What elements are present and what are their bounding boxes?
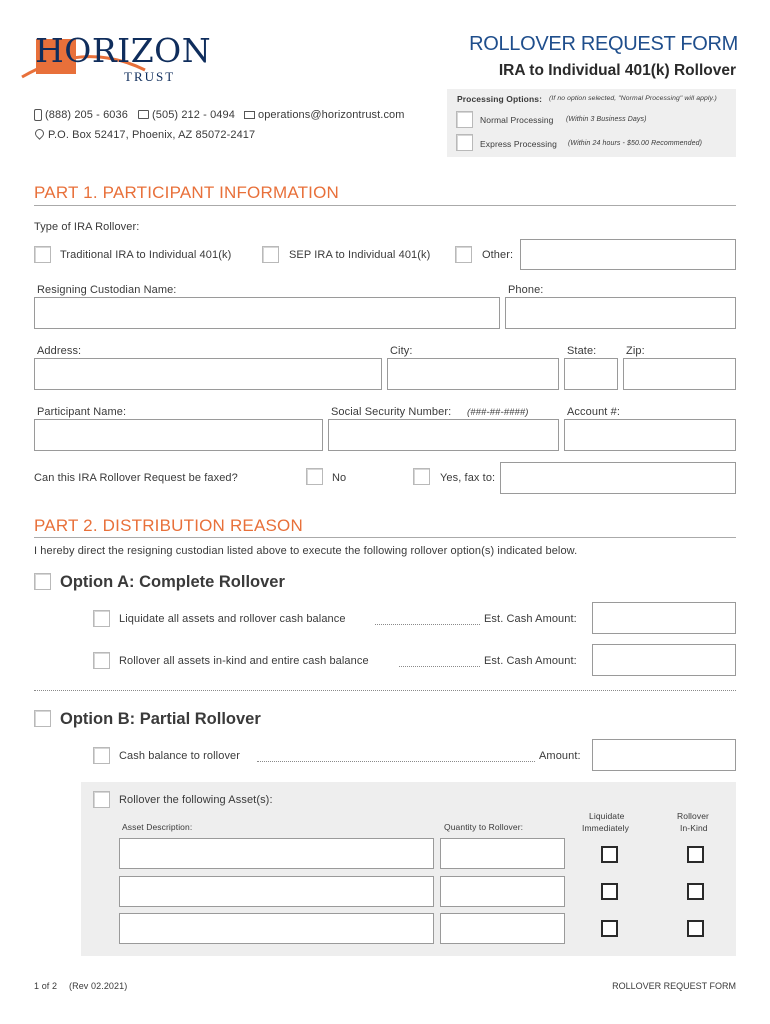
custodian-name-label: Resigning Custodian Name: bbox=[37, 284, 177, 296]
dot-leader bbox=[375, 624, 480, 625]
fax-yes-checkbox[interactable] bbox=[413, 468, 430, 485]
contact-address: P.O. Box 52417, Phoenix, AZ 85072-2417 bbox=[48, 129, 256, 141]
quantity-header: Quantity to Rollover: bbox=[444, 822, 524, 832]
option-a-checkbox[interactable] bbox=[34, 573, 51, 590]
est-cash-amount-input-2[interactable] bbox=[592, 644, 736, 676]
est-cash-amount-label: Est. Cash Amount: bbox=[484, 655, 577, 667]
ssn-input[interactable] bbox=[328, 419, 559, 451]
footer-page-number: 1 of 2 bbox=[34, 981, 58, 991]
sep-ira-checkbox[interactable] bbox=[262, 246, 279, 263]
account-label: Account #: bbox=[567, 406, 620, 418]
state-input[interactable] bbox=[564, 358, 618, 390]
other-checkbox[interactable] bbox=[455, 246, 472, 263]
liquidate-checkbox-3[interactable] bbox=[601, 920, 618, 937]
contact-phone: (888) 205 - 6036 bbox=[45, 109, 128, 121]
custodian-name-input[interactable] bbox=[34, 297, 500, 329]
phone-icon bbox=[34, 109, 42, 121]
cash-balance-label: Cash balance to rollover bbox=[119, 750, 241, 762]
cash-balance-checkbox[interactable] bbox=[93, 747, 110, 764]
est-cash-amount-input-1[interactable] bbox=[592, 602, 736, 634]
quantity-input-3[interactable] bbox=[440, 913, 565, 944]
logo-subtext: TRUST bbox=[124, 69, 176, 84]
fax-number-input[interactable] bbox=[500, 462, 736, 494]
phone-label: Phone: bbox=[508, 284, 544, 296]
traditional-ira-checkbox[interactable] bbox=[34, 246, 51, 263]
participant-name-label: Participant Name: bbox=[37, 406, 127, 418]
part2-intro: I hereby direct the resigning custodian listed above to execute the following rollover option(s) indicated below. bbox=[34, 545, 578, 557]
ira-type-label: Type of IRA Rollover: bbox=[34, 221, 140, 233]
footer-form-name: ROLLOVER REQUEST FORM bbox=[612, 981, 736, 991]
city-input[interactable] bbox=[387, 358, 559, 390]
email-icon bbox=[244, 111, 255, 119]
footer-revision: (Rev 02.2021) bbox=[69, 981, 128, 991]
express-processing-label: Express Processing bbox=[480, 139, 557, 149]
option-b-checkbox[interactable] bbox=[34, 710, 51, 727]
rollover-inkind-label: Rollover all assets in-kind and entire cash balance bbox=[119, 655, 369, 667]
inkind-checkbox-2[interactable] bbox=[687, 883, 704, 900]
fax-no-checkbox[interactable] bbox=[306, 468, 323, 485]
location-pin-icon bbox=[33, 127, 46, 140]
asset-description-header: Asset Description: bbox=[122, 822, 193, 832]
inkind-checkbox-1[interactable] bbox=[687, 846, 704, 863]
rollover-assets-checkbox[interactable] bbox=[93, 791, 110, 808]
quantity-input-1[interactable] bbox=[440, 838, 565, 869]
part2-title: PART 2. DISTRIBUTION REASON bbox=[34, 516, 303, 535]
fax-icon bbox=[138, 110, 149, 119]
other-input[interactable] bbox=[520, 239, 736, 270]
phone-input[interactable] bbox=[505, 297, 736, 329]
contact-fax: (505) 212 - 0494 bbox=[152, 109, 235, 121]
state-label: State: bbox=[567, 345, 597, 357]
address-label: Address: bbox=[37, 345, 82, 357]
liquidate-checkbox-2[interactable] bbox=[601, 883, 618, 900]
dot-leader bbox=[399, 666, 480, 667]
est-cash-amount-label: Est. Cash Amount: bbox=[484, 613, 577, 625]
zip-label: Zip: bbox=[626, 345, 645, 357]
liquidate-header-2: Immediately bbox=[582, 823, 629, 833]
asset-description-input-3[interactable] bbox=[119, 913, 434, 944]
ssn-hint: (###-##-####) bbox=[467, 407, 529, 418]
amount-input[interactable] bbox=[592, 739, 736, 771]
zip-input[interactable] bbox=[623, 358, 736, 390]
asset-description-input-2[interactable] bbox=[119, 876, 434, 907]
account-input[interactable] bbox=[564, 419, 736, 451]
part1-divider bbox=[34, 205, 736, 206]
fax-yes-label: Yes, fax to: bbox=[440, 472, 496, 484]
express-processing-checkbox[interactable] bbox=[456, 134, 473, 151]
ssn-label: Social Security Number: bbox=[331, 406, 452, 418]
liquidate-all-label: Liquidate all assets and rollover cash balance bbox=[119, 613, 346, 625]
contact-email: operations@horizontrust.com bbox=[258, 109, 405, 121]
part1-title: PART 1. PARTICIPANT INFORMATION bbox=[34, 183, 340, 202]
address-input[interactable] bbox=[34, 358, 382, 390]
participant-name-input[interactable] bbox=[34, 419, 323, 451]
normal-processing-label: Normal Processing bbox=[480, 115, 554, 125]
form-title: ROLLOVER REQUEST FORM bbox=[469, 33, 738, 55]
processing-options-label: Processing Options: bbox=[457, 94, 543, 104]
normal-processing-checkbox[interactable] bbox=[456, 111, 473, 128]
inkind-checkbox-3[interactable] bbox=[687, 920, 704, 937]
asset-description-input-1[interactable] bbox=[119, 838, 434, 869]
option-separator bbox=[34, 690, 736, 691]
rollover-assets-label: Rollover the following Asset(s): bbox=[119, 794, 273, 806]
normal-processing-note: (Within 3 Business Days) bbox=[566, 116, 647, 123]
rollover-inkind-checkbox[interactable] bbox=[93, 652, 110, 669]
inkind-header-1: Rollover bbox=[677, 811, 709, 821]
liquidate-header-1: Liquidate bbox=[589, 811, 625, 821]
city-label: City: bbox=[390, 345, 413, 357]
liquidate-checkbox-1[interactable] bbox=[601, 846, 618, 863]
sep-ira-label: SEP IRA to Individual 401(k) bbox=[289, 249, 431, 261]
option-a-title: Option A: Complete Rollover bbox=[60, 573, 285, 591]
other-label: Other: bbox=[482, 249, 514, 261]
amount-label: Amount: bbox=[539, 750, 581, 762]
logo-wordmark: HORIZON bbox=[35, 31, 212, 70]
fax-no-label: No bbox=[332, 472, 347, 484]
part2-divider bbox=[34, 537, 736, 538]
fax-question: Can this IRA Rollover Request be faxed? bbox=[34, 472, 238, 484]
processing-options-note: (If no option selected, "Normal Processing" will apply.) bbox=[549, 95, 717, 102]
traditional-ira-label: Traditional IRA to Individual 401(k) bbox=[60, 249, 232, 261]
quantity-input-2[interactable] bbox=[440, 876, 565, 907]
express-processing-note: (Within 24 hours - $50.00 Recommended) bbox=[568, 140, 703, 147]
liquidate-all-checkbox[interactable] bbox=[93, 610, 110, 627]
inkind-header-2: In-Kind bbox=[680, 823, 708, 833]
form-subtitle: IRA to Individual 401(k) Rollover bbox=[498, 62, 736, 79]
option-b-title: Option B: Partial Rollover bbox=[60, 710, 261, 728]
dot-leader bbox=[257, 761, 535, 762]
